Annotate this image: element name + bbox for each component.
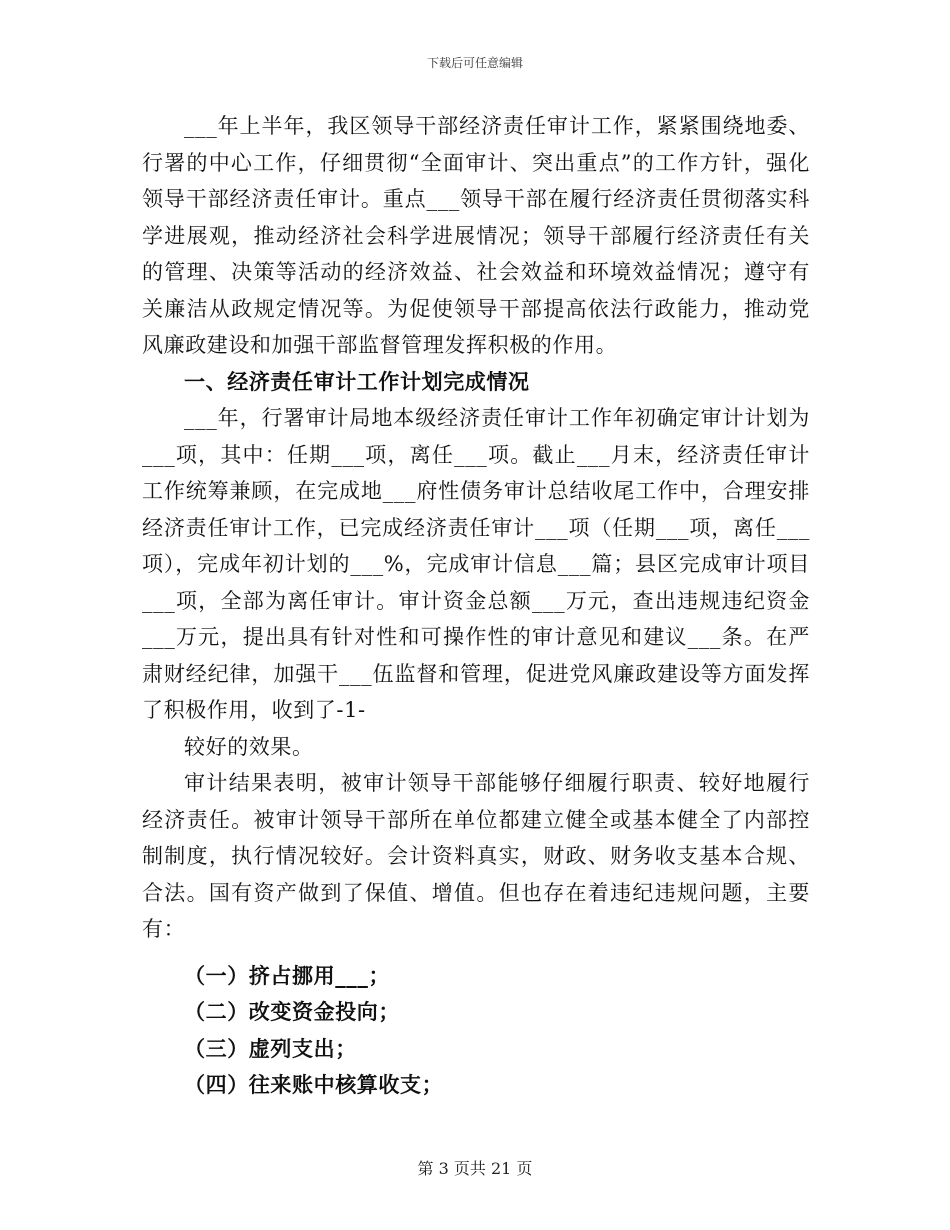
page-header: 下载后可任意编辑 xyxy=(426,56,523,70)
intro-paragraph: ___年上半年，我区领导干部经济责任审计工作，紧紧围绕地委、行署的中心工作，仔细贯彻“全面审计、突出重点”的工作方针，强化领导干部经济责任审计。重点___领导干部在履行经济责任贯彻落实科学进展观，推动经济社会科学进展情况；领导干部履行经济责任有关的管理、决策等活动的经济效益、社会效益和环境效益情况；遵守有关廉洁从政规定情况等。为促使领导干部提高依法行政能力，推动党风廉政建设和加强干部监督管理发挥积极的作用。 xyxy=(142,114,810,357)
effect-paragraph: 较好的效果。 xyxy=(184,734,314,759)
page-footer: 第 3 页共 21 页 xyxy=(417,1159,533,1178)
list-item: （四）往来账中核算收支； xyxy=(184,1073,444,1097)
list-item: （二）改变资金投向； xyxy=(184,1000,400,1024)
section-heading: 一、经济责任审计工作计划完成情况 xyxy=(184,369,530,394)
results-paragraph: 审计结果表明，被审计领导干部能够仔细履行职责、较好地履行经济责任。被审计领导干部所在单位都建立健全或基本健全了内部控制制度，执行情况较好。会计资料真实，财政、财务收支基本合规、合法。国有资产做到了保值、增值。但也存在着违纪违规问题，主要有： xyxy=(142,771,810,941)
list-item: （三）虚列支出； xyxy=(184,1036,357,1061)
document-body xyxy=(142,108,810,1104)
plan-paragraph: ___年，行署审计局地本级经济责任审计工作年初确定审计计划为___项，其中：任期___项，离任___项。截止___月末，经济责任审计工作统筹兼顾，在完成地___府性债务审计总结收尾工作中，合理安排经济责任审计工作，已完成经济责任审计___项（任期___项，离任___项），完成年初计划的___%，完成审计信息___篇；县区完成审计项目___项，全部为离任审计。审计资金总额___万元，查出违规违纪资金___万元，提出具有针对性和可操作性的审计意见和建议___条。在严肃财经纪律，加强干___伍监督和管理，促进党风廉政建设等方面发挥了积极作用，收到了-1- xyxy=(142,406,810,722)
list-item: （一）挤占挪用___； xyxy=(184,963,391,988)
